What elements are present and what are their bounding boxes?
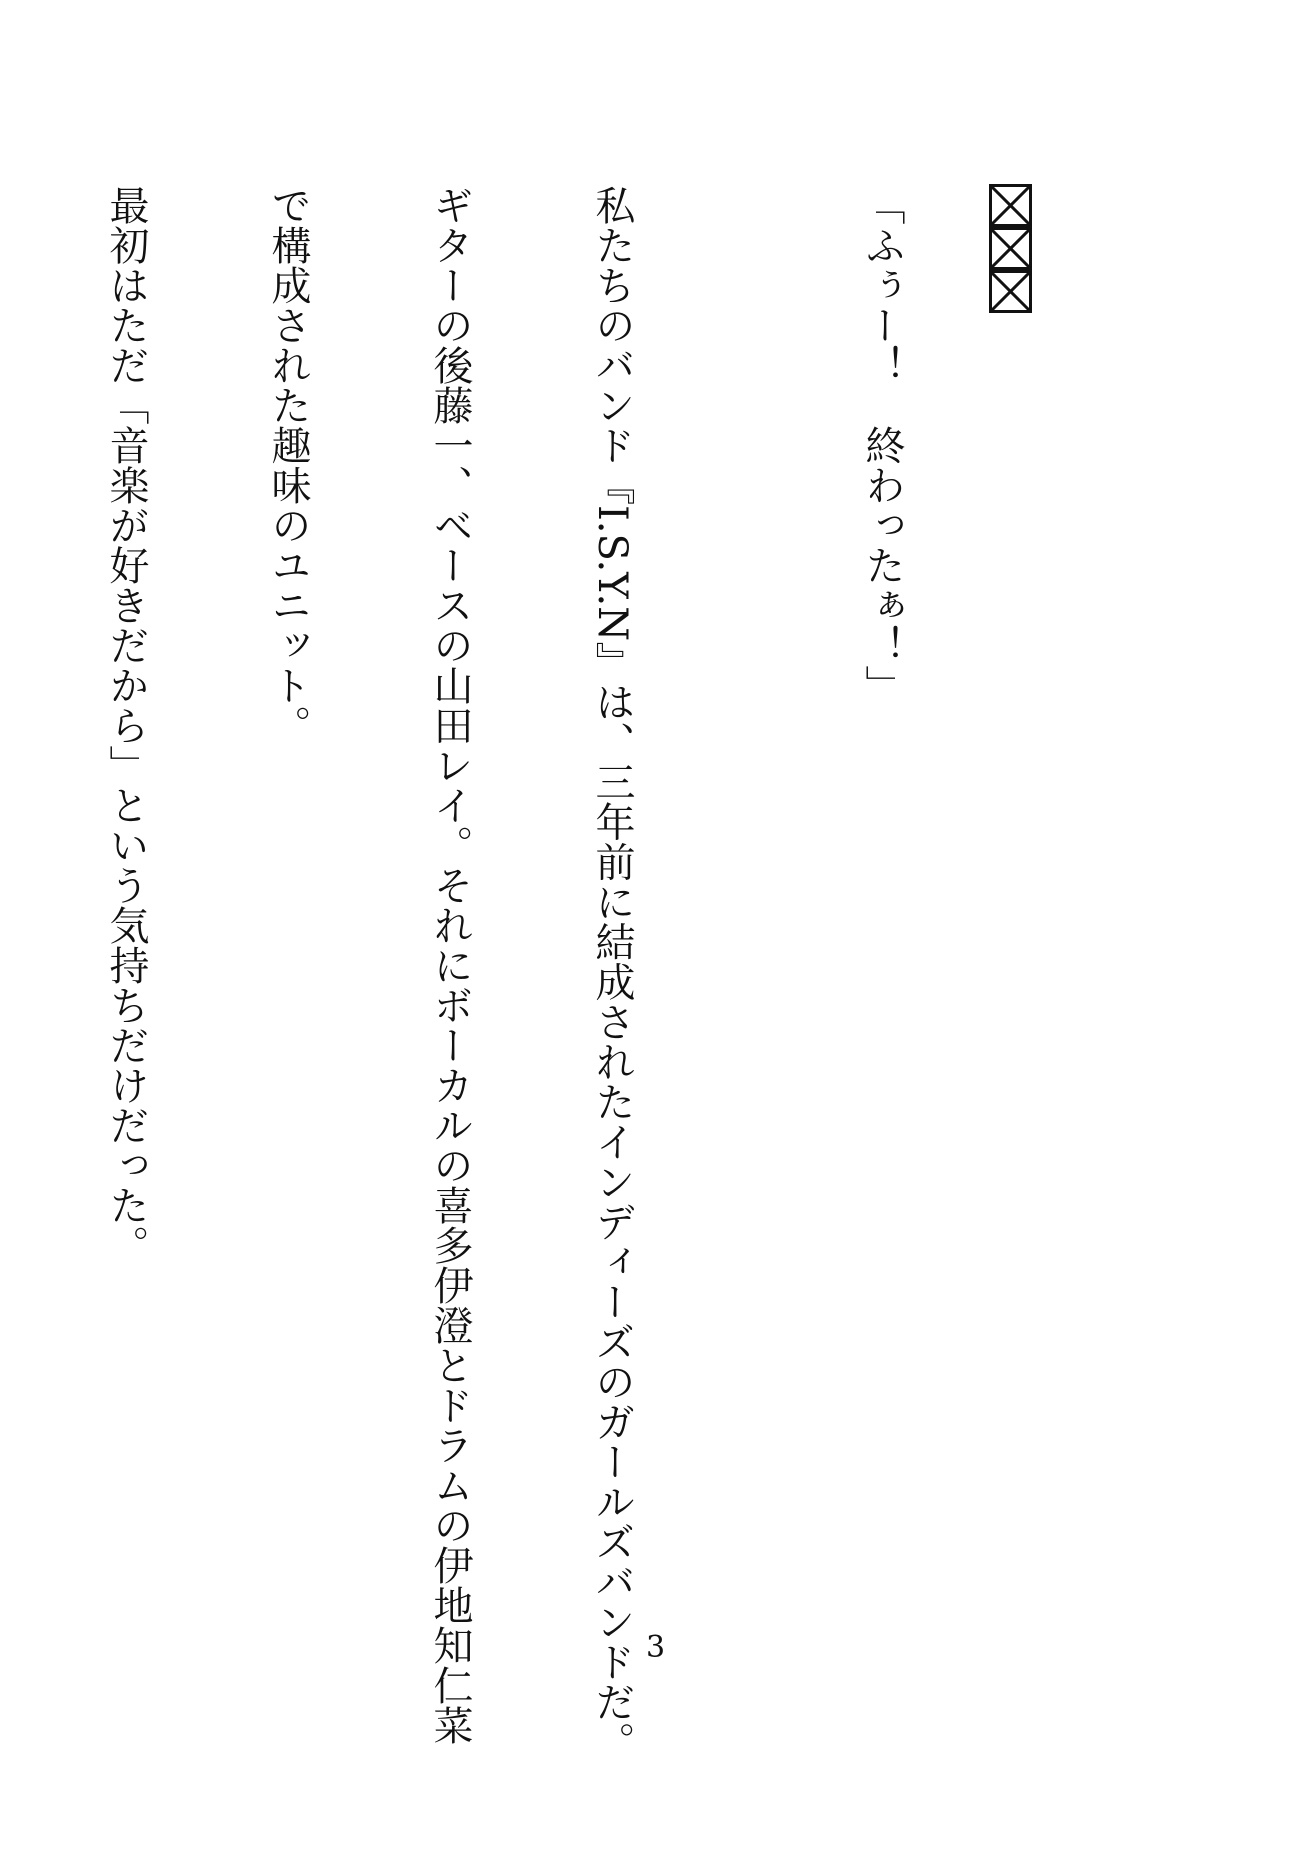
text-line: で構成された趣味のユニット。 (265, 185, 311, 745)
page-number: 3 (645, 1630, 666, 1665)
text-line: 「ふぅー！ 終わったぁ！」 (859, 185, 905, 705)
text-line: ギターの後藤一、ベースの山田レイ。それにボーカルの喜多伊澄とドラムの伊地知仁菜 (427, 185, 473, 1745)
text-line: 最初はただ「音楽が好きだから」という気持ちだけだった。 (103, 185, 149, 1265)
vertical-text-body (0, 185, 1017, 1762)
text-line: 私たちのバンド『I.S.Y.N』は、三年前に結成されたインディーズのガールズバンドだ。 (589, 185, 635, 1762)
